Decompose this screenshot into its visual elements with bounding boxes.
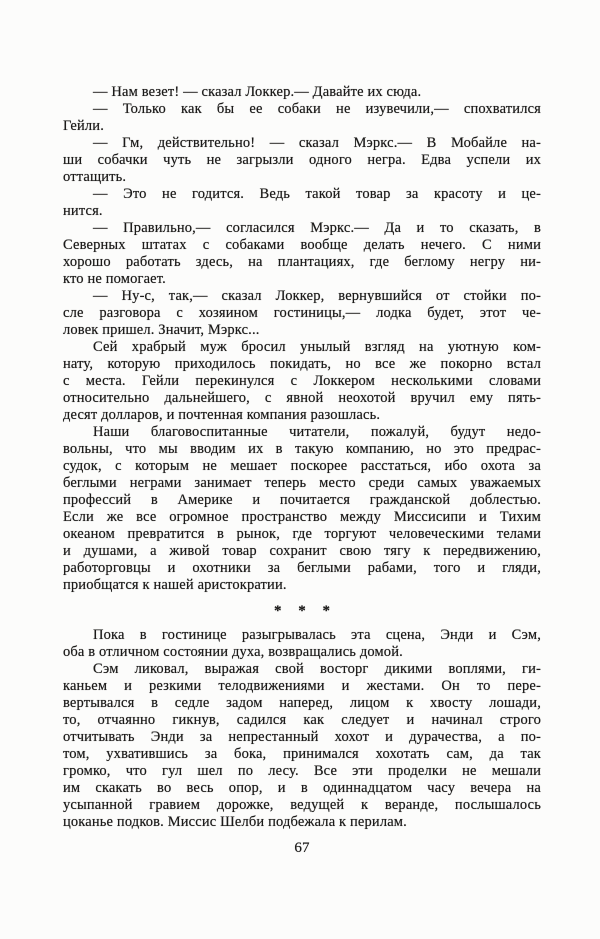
- paragraph: [63, 101, 541, 135]
- text-line: оттащить.: [63, 169, 127, 185]
- text-line: ши собачки чуть не загрызли одного негра. Едва успели их: [63, 152, 541, 168]
- text-line: им скакать во весь опор, и в одиннадцатом часу вечера на: [63, 780, 541, 796]
- paragraph: [63, 627, 541, 661]
- text-line: профессий в Америке и почитается гражданской доблестью.: [63, 492, 541, 508]
- text-line: сле разговора с хозяином гостиницы,— лодка будет, этот че-: [63, 305, 541, 321]
- paragraph: [63, 661, 541, 831]
- text-line: каньем и резкими телодвижениями и жестами. Он то пере-: [63, 678, 541, 694]
- text-line: приобщатся к нашей аристократии.: [63, 577, 287, 593]
- text-line: Сей храбрый муж бросил унылый взгляд на уютную ком-: [93, 339, 541, 355]
- text-line: десят долларов, и почтенная компания разошлась.: [63, 407, 381, 423]
- text-line: — Ну-с, так,— сказал Локкер, вернувшийся от стойки по-: [93, 288, 541, 304]
- paragraph: [63, 186, 541, 220]
- text-line: беглыми неграми занимает теперь место среди самых уважаемых: [63, 475, 541, 491]
- text-line: судок, с которым не мешает поскорее расстаться, ибо охота за: [63, 458, 541, 474]
- text-column: [63, 84, 541, 857]
- text-line: — Только как бы ее собаки не изувечили,— спохватился: [93, 101, 541, 117]
- text-line: оба в отличном состоянии духа, возвращались домой.: [63, 644, 403, 660]
- text-line: работорговцы и охотники за беглыми рабами, того и гляди,: [63, 560, 541, 576]
- text-line: усыпанной гравием дорожке, ведущей к веранде, послышалось: [63, 797, 541, 813]
- text-line: нату, которую приходилось покидать, но все же покорно встал: [63, 356, 541, 372]
- paragraph: [63, 424, 541, 594]
- text-line: вертывался в седле задом наперед, лицом к хвосту лошади,: [63, 695, 541, 711]
- text-line: цоканье подков. Миссис Шелби подбежала к перилам.: [63, 814, 407, 830]
- text-line: — Нам везет! — сказал Локкер.— Давайте их сюда.: [93, 84, 422, 100]
- text-line: — Это не годится. Ведь такой товар за красоту и це-: [93, 186, 541, 202]
- text-line: с места. Гейли перекинулся с Локкером несколькими словами: [63, 373, 541, 389]
- text-line: — Гм, действительно! — сказал Мэркс.— В Мобайле на-: [93, 135, 541, 151]
- text-line: океаном превратится в рынок, где торгуют человеческими телами: [63, 526, 541, 542]
- text-line: относительно дальнейшего, с явной неохотой вручил ему пять-: [63, 390, 541, 406]
- text-line: кто не помогает.: [63, 271, 166, 287]
- text-line: Северных штатах с собаками вообще делать нечего. С ними: [63, 237, 541, 253]
- text-line: Если же все огромное пространство между Миссисипи и Тихим: [63, 509, 541, 525]
- page-number: 67: [294, 840, 310, 856]
- text-line: том, ухватившись за бока, принимался хохотать сам, да так: [63, 746, 541, 762]
- paragraph: [63, 339, 541, 424]
- text-line: ловек пришел. Значит, Мэркс...: [63, 322, 260, 338]
- text-line: то, отчаянно гикнув, садился как следует и начинал строго: [63, 712, 541, 728]
- text-line: хорошо работать здесь, на плантациях, где беглому негру ни-: [63, 254, 541, 270]
- text-line: Гейли.: [63, 118, 104, 134]
- text-line: Сэм ликовал, выражая свой восторг дикими воплями, ги-: [93, 661, 541, 677]
- text-line: Наши благовоспитанные читатели, пожалуй, будут недо-: [93, 424, 541, 440]
- paragraph: [63, 84, 541, 101]
- paragraph: [63, 220, 541, 288]
- text-line: громко, что гул шел по лесу. Все эти проделки не мешали: [63, 763, 541, 779]
- text-line: вольны, что мы вводим их в такую компанию, но это предрас-: [63, 441, 541, 457]
- text-line: нится.: [63, 203, 103, 219]
- paragraph: [63, 135, 541, 186]
- paragraph: [63, 288, 541, 339]
- text-line: и душами, а живой товар сохранит свою тягу к передвижению,: [63, 543, 541, 559]
- text-line: — Правильно,— согласился Мэркс.— Да и то сказать, в: [93, 220, 541, 236]
- asterisk-separator: * * *: [274, 603, 330, 619]
- text-line: отчитывать Энди за непрестанный хохот и дурачества, а по-: [63, 729, 541, 745]
- text-line: Пока в гостинице разыгрывалась эта сцена, Энди и Сэм,: [93, 627, 541, 643]
